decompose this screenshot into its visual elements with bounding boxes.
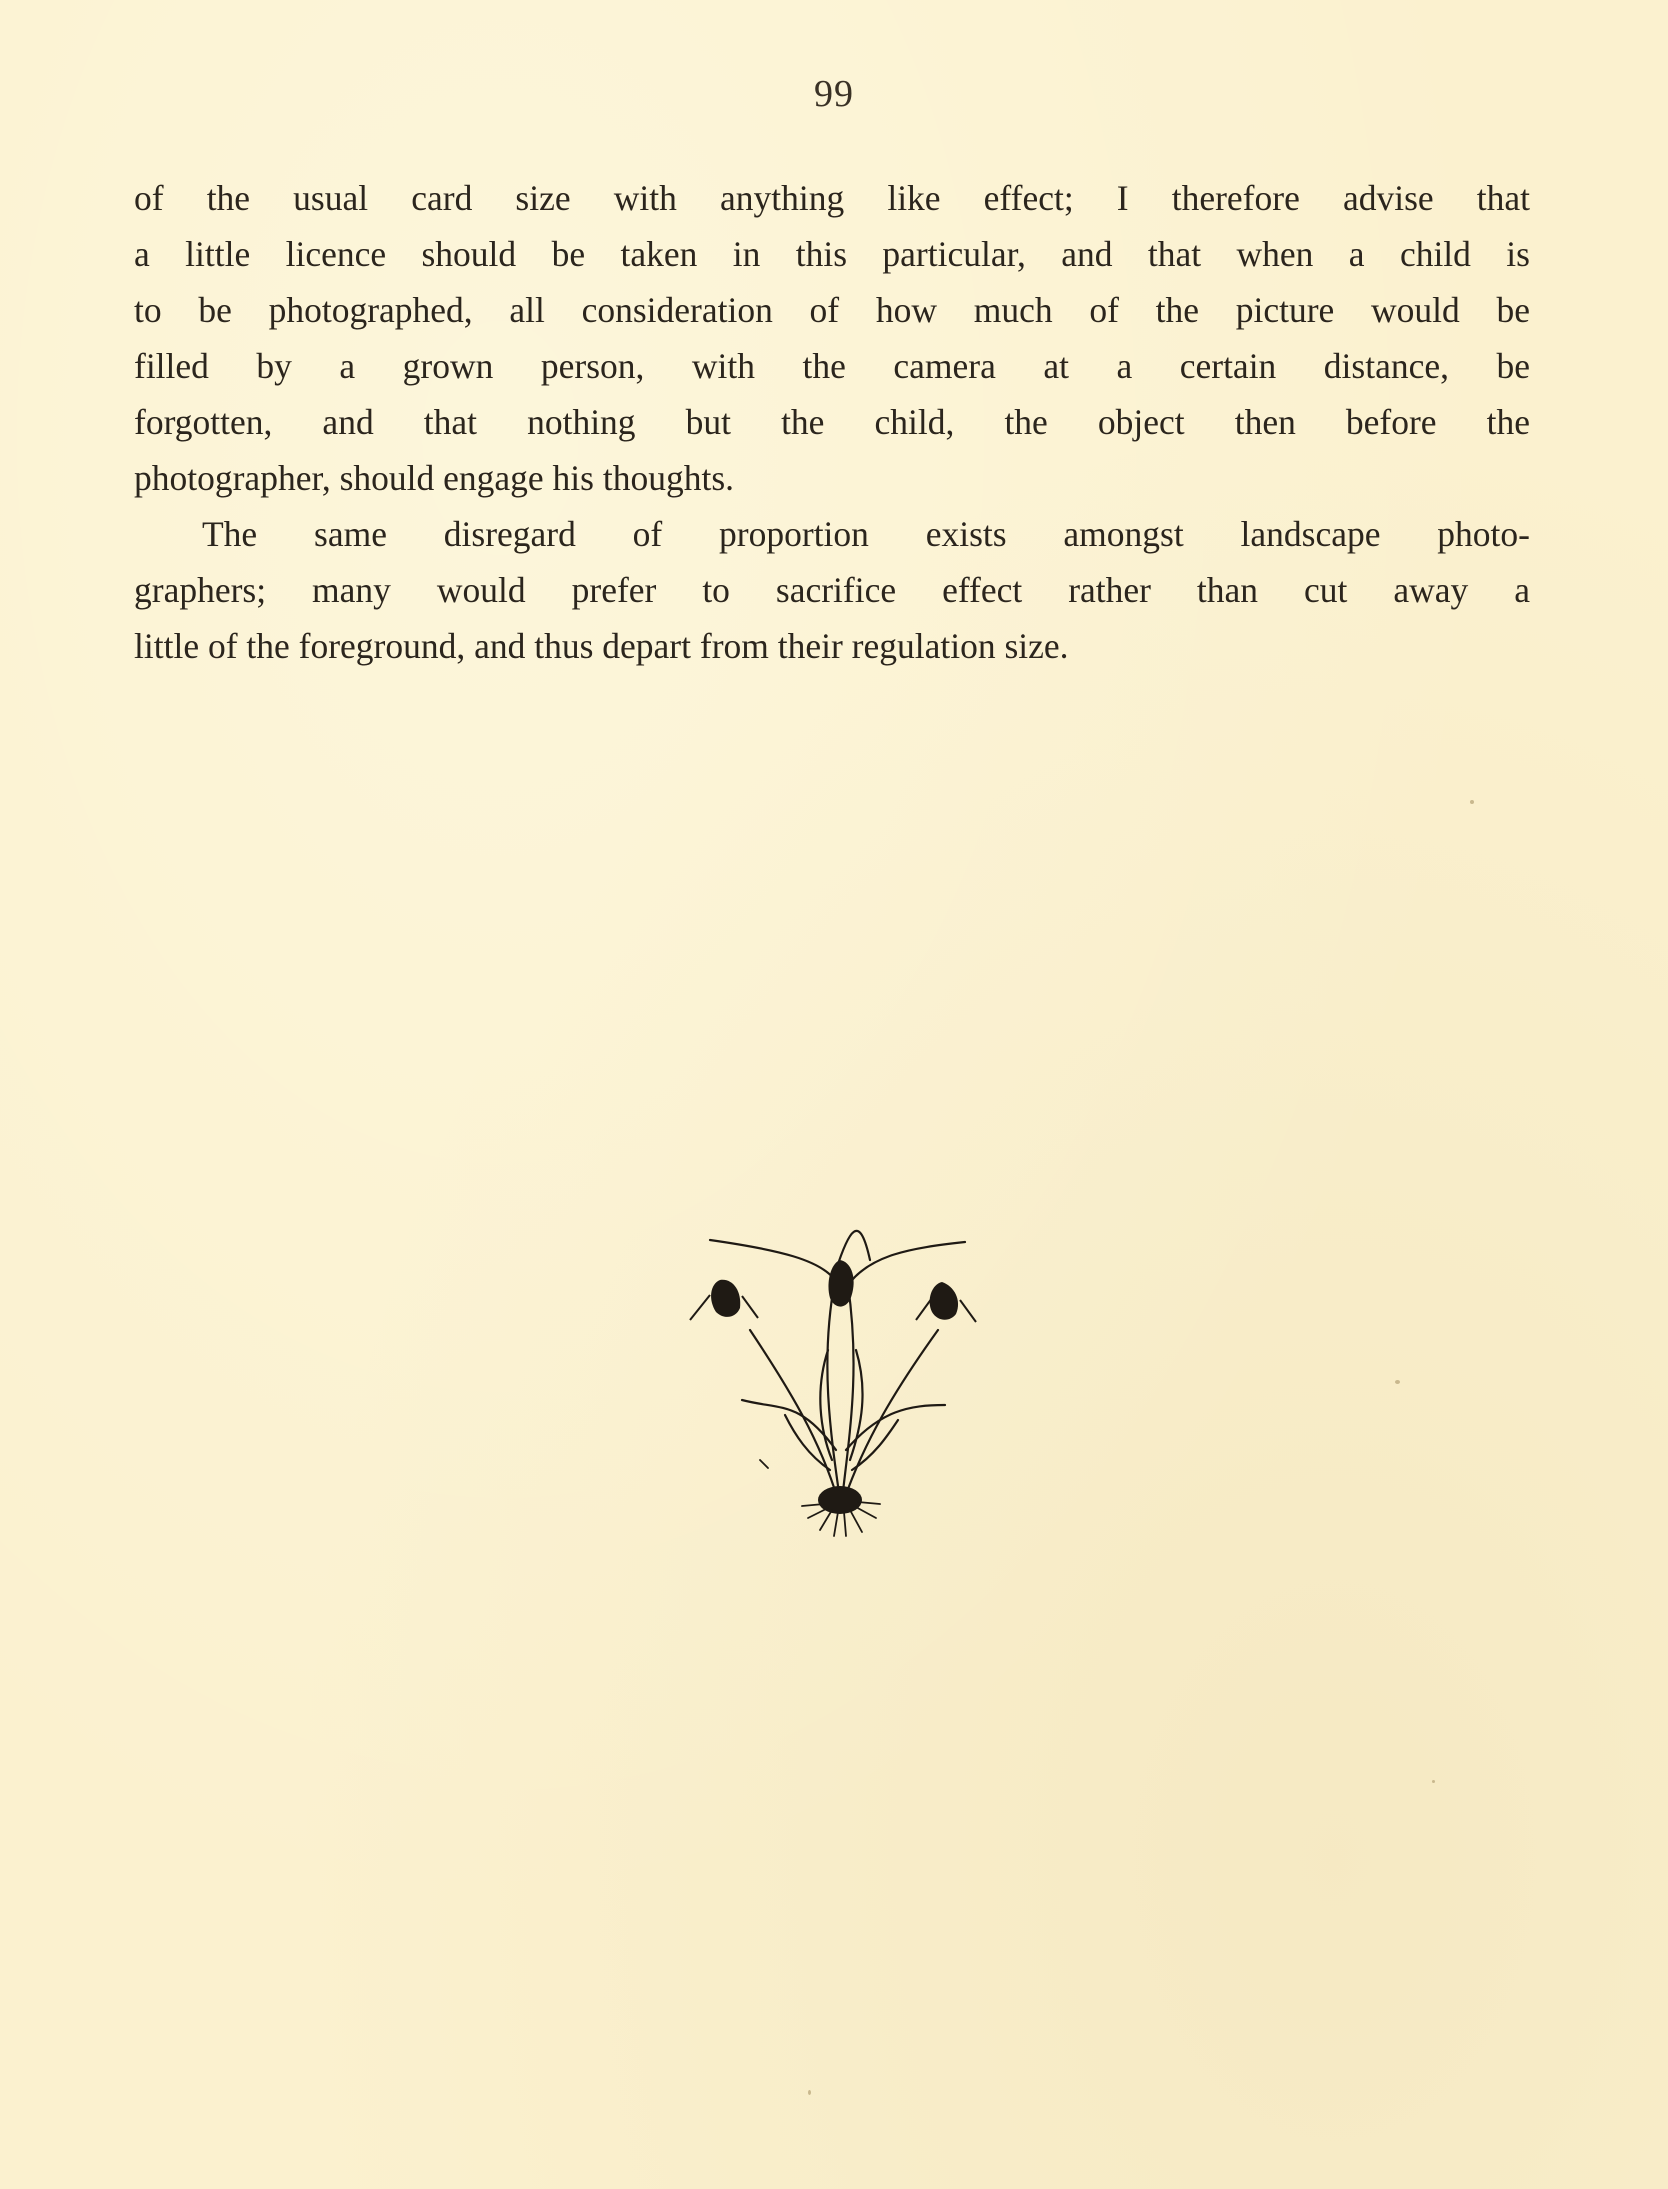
paper-speck — [1432, 1780, 1435, 1783]
text-line: a little licence should be taken in this particular, and that when a child is — [134, 234, 1530, 274]
text-line: little of the foreground, and thus depart from their regulation size. — [134, 626, 1069, 666]
paragraph-2 — [134, 506, 1530, 674]
text-line: graphers; many would prefer to sacrifice effect rather than cut away a — [134, 570, 1530, 610]
text-line: photographer, should engage his thoughts. — [134, 458, 735, 498]
text-line: forgotten, and that nothing but the child, the object then before the — [134, 402, 1530, 442]
paragraph-1 — [134, 170, 1530, 506]
text-line: filled by a grown person, with the camera at a certain distance, be — [134, 346, 1530, 386]
paper-speck — [808, 2090, 811, 2095]
text-line: to be photographed, all consideration of how much of the picture would be — [134, 290, 1530, 330]
body-text — [134, 170, 1530, 674]
text-line: of the usual card size with anything like effect; I therefore advise that — [134, 178, 1530, 218]
paper-speck — [1395, 1380, 1400, 1384]
text-line: The same disregard of proportion exists amongst landscape photo- — [202, 514, 1530, 554]
page-number: 99 — [814, 73, 854, 115]
snowdrop-flower-icon — [680, 1200, 1000, 1540]
paper-speck — [1470, 800, 1474, 804]
